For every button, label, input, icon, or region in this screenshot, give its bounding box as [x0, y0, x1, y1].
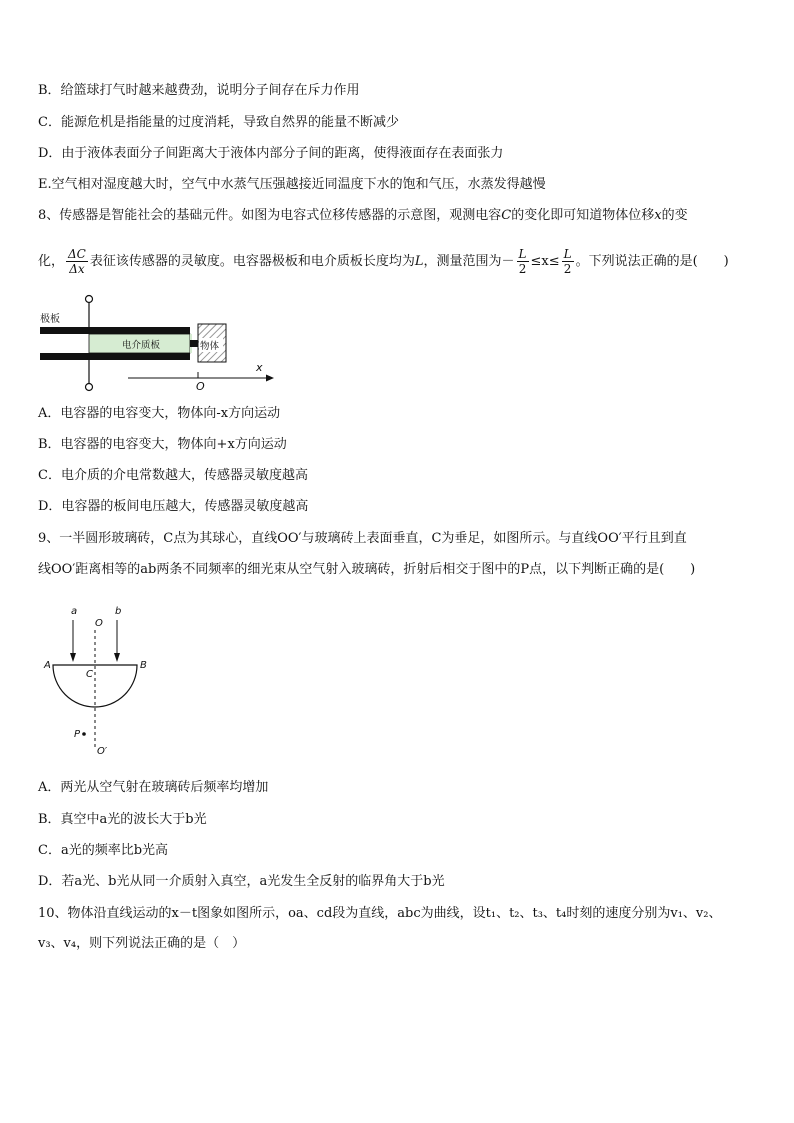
axis-label-x: x [256, 361, 263, 374]
q7-option-e: E.空气相对湿度越大时，空气中水蒸气压强越接近同温度下水的饱和气压，水蒸发得越慢 [38, 177, 546, 192]
fraction-denominator: 2 [563, 262, 572, 276]
origin-label: O [196, 380, 205, 392]
q8-option-d: D．电容器的板间电压越大，传感器灵敏度越高 [38, 499, 309, 514]
q9-stem-line2: 线OO′距离相等的ab两条不同频率的细光束从空气射入玻璃砖，折射后相交于图中的P点，以下判断正确的是( ) [38, 562, 696, 577]
q8-stem-text: ，测量范围为－ [423, 254, 515, 269]
sensitivity-fraction [66, 247, 88, 276]
q8-stem-text: 的变化即可知道物体位移 [511, 208, 655, 223]
plate-label: 极板 [40, 314, 60, 325]
fraction-numerator: L [563, 247, 572, 261]
object-label: 物体 [200, 341, 220, 352]
point-o-prime-label: O′ [97, 746, 108, 757]
ray-a-label: a [71, 606, 78, 617]
point-b-label: B [140, 660, 147, 671]
fraction-denominator: Δx [69, 262, 85, 276]
range-fraction-low [517, 247, 529, 276]
q8-var-l: L [414, 254, 424, 269]
q8-stem-line1 [38, 207, 688, 225]
q7-option-c: C．能源危机是指能量的过度消耗，导致自然界的能量不断减少 [38, 115, 399, 130]
q9-stem-line1: 9、一半圆形玻璃砖，C点为其球心，直线OO′与玻璃砖上表面垂直，C为垂足，如图所示。与直线OO′平行且到直 [38, 531, 687, 546]
q8-stem-text: 8、传感器是智能社会的基础元件。如图为电容式位移传感器的示意图，观测电容 [38, 208, 502, 223]
range-fraction-high [562, 247, 574, 276]
q9-option-d: D．若a光、b光从同一介质射入真空，a光发生全反射的临界角大于b光 [38, 874, 445, 889]
q8-stem-text: 化， [38, 254, 65, 269]
q8-stem-text: 。下列说法正确的是( ) [575, 254, 729, 269]
q8-var-x: x [654, 208, 662, 223]
terminal-top [86, 296, 93, 303]
q8-option-a: A．电容器的电容变大，物体向-x方向运动 [38, 406, 281, 421]
slab-connector [190, 340, 198, 347]
x-axis-arrow [266, 375, 274, 382]
point-p [82, 732, 86, 736]
ray-a-arrow [70, 653, 76, 662]
capacitor-plate-top [40, 327, 190, 334]
capacitor-sensor-diagram [36, 292, 286, 392]
q8-range-text: ≤x≤ [530, 254, 560, 269]
q9-option-b: B．真空中a光的波长大于b光 [38, 812, 207, 827]
dielectric-label: 电介质板 [122, 340, 161, 351]
fraction-numerator: ΔC [68, 247, 86, 261]
q8-stem-line2 [38, 244, 729, 280]
terminal-bottom [86, 384, 93, 391]
q8-var-c: C [501, 208, 512, 223]
capacitor-plate-bottom [40, 353, 190, 360]
q8-stem-text: 表征该传感器的灵敏度。电容器极板和电介质板长度均为 [89, 254, 415, 269]
q9-option-a: A．两光从空气射在玻璃砖后频率均增加 [38, 780, 269, 795]
q8-option-b: B．电容器的电容变大，物体向+x方向运动 [38, 437, 287, 452]
q10-stem-line2: v₃、v₄，则下列说法正确的是（ ） [38, 936, 246, 951]
q8-option-c: C．电介质的介电常数越大，传感器灵敏度越高 [38, 468, 308, 483]
q7-option-b: B．给篮球打气时越来越费劲，说明分子间存在斥力作用 [38, 83, 360, 98]
point-c-label: C [86, 669, 93, 680]
q10-stem-line1: 10、物体沿直线运动的x－t图象如图所示，oa、cd段为直线，abc为曲线，设t₁、t₂、t₃、t₄时刻的速度分别为v₁、v₂、 [38, 906, 722, 921]
q9-option-c: C．a光的频率比b光高 [38, 843, 169, 858]
q8-stem-text: 的变 [661, 208, 688, 223]
q7-option-d: D．由于液体表面分子间距离大于液体内部分子间的距离，使得液面存在表面张力 [38, 146, 504, 161]
point-p-label: P [74, 729, 81, 740]
ray-b-label: b [115, 606, 122, 617]
point-o-label: O [95, 618, 103, 629]
fraction-numerator: L [518, 247, 527, 261]
point-a-label: A [44, 660, 51, 671]
semicircle-glass-diagram [36, 600, 166, 760]
ray-b-arrow [114, 653, 120, 662]
fraction-denominator: 2 [518, 262, 527, 276]
